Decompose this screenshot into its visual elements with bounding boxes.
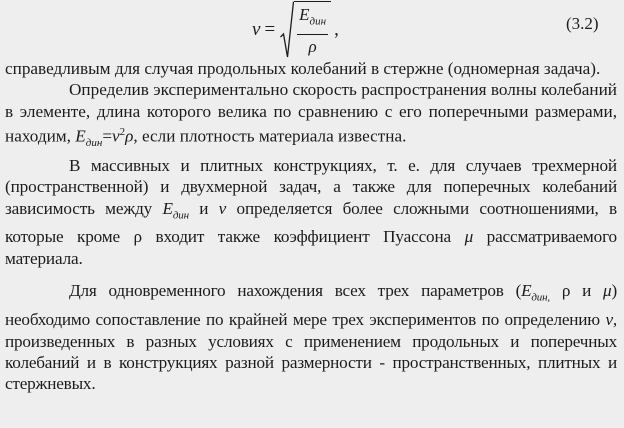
paragraph-1-text: справедливым для случая продольных колебаний в стержне (одномерная задача). (5, 59, 601, 78)
square-exponent: 2 (119, 126, 126, 139)
equals-sign: = (264, 19, 276, 40)
equation-number: (3.2) (566, 14, 599, 33)
body-text (5, 58, 617, 395)
modulus-subscript: дин (309, 15, 327, 28)
velocity-symbol-inline: ν (112, 126, 120, 146)
parameters-list-text: ρ и (549, 281, 604, 301)
modulus-symbol-inline: E (162, 198, 173, 218)
paragraph-4-middle: ) необходимо сопоставление по крайней мере трех экспериментов по определению (5, 281, 617, 330)
poisson-symbol-inline: μ (603, 281, 612, 301)
velocity-symbol: ν (252, 19, 261, 40)
paragraph-2-text: Определив экспериментально скорость распространения волны колебаний в элементе, длина которого велика по сравнению с его поперечными размерами, находим, (5, 80, 617, 146)
fraction-denominator: ρ (308, 36, 317, 56)
paragraph-2 (5, 79, 617, 154)
poisson-symbol-inline: μ (464, 227, 474, 247)
conjunction-text: и (188, 198, 219, 218)
velocity-symbol-inline: ν (605, 310, 613, 330)
paragraph-3 (5, 155, 617, 269)
paragraph-3-tail: рассматриваемого материала. (5, 227, 617, 268)
paragraph-3-text: В массивных и плитных конструкциях, т. е. для случаев трехмерной (пространственной) и двухмерной задач, а также для поперечных колебаний зависимость между (5, 155, 617, 218)
paragraph-4-text: Для одновременного нахождения всех трех параметров ( (69, 281, 522, 301)
modulus-symbol-inline: E (521, 281, 532, 301)
paragraph-4 (5, 280, 617, 394)
modulus-subscript-inline: дин (172, 209, 189, 222)
modulus-symbol: E (299, 5, 310, 25)
paragraph-2-tail: , если плотность материала известна. (133, 126, 407, 146)
formula-3-2 (252, 0, 339, 60)
formula-comma: , (334, 19, 339, 40)
modulus-subscript-inline: дин, (531, 291, 550, 304)
paragraph-4-tail: , произведенных в разных условиях с применением продольных и поперечных колебаний и в конструкциях разной размерности - пространственных, плитных и стержневых. (5, 310, 617, 394)
fraction-numerator (297, 5, 328, 33)
equals-inline: = (102, 126, 113, 146)
paragraph-1 (5, 58, 617, 79)
square-root (280, 1, 331, 59)
radicand-fraction (294, 1, 331, 59)
modulus-symbol-inline: E (75, 126, 86, 146)
paragraph-3-middle: определяется более сложными соотношениями, в которые кроме ρ входит также коэффициент Пуассона (5, 198, 617, 247)
radical-sign-icon (280, 1, 294, 59)
density-symbol-inline: ρ (125, 126, 134, 146)
velocity-symbol-inline: ν (218, 198, 227, 218)
formula-row (0, 0, 624, 64)
modulus-subscript-inline: дин (85, 137, 103, 150)
